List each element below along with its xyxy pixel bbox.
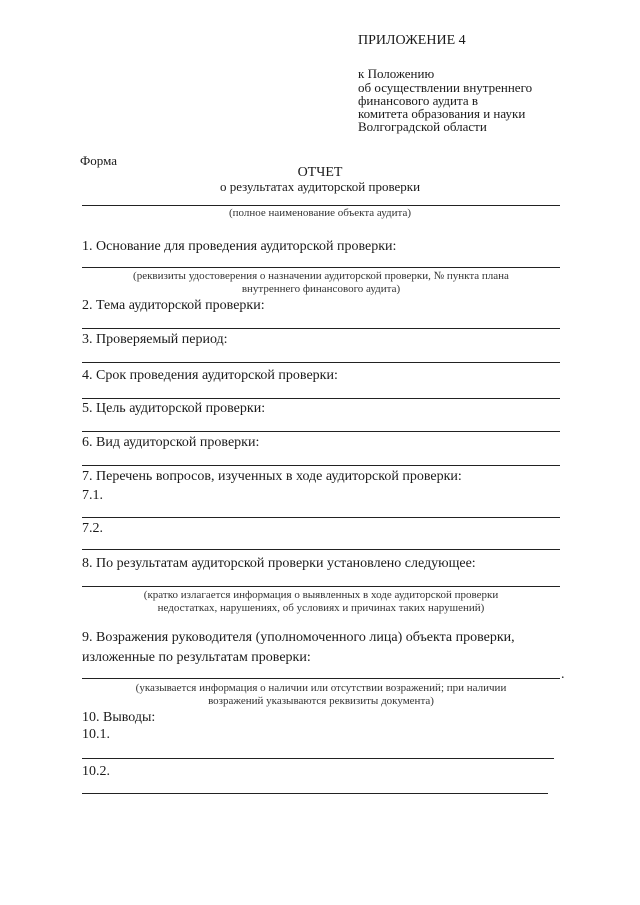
section-6-heading: 6. Вид аудиторской проверки: xyxy=(82,435,260,450)
section-10-2-line[interactable] xyxy=(82,793,548,794)
section-1-hint: (реквизиты удостоверения о назначении аудиторской проверки, № пункта плана xyxy=(133,270,509,282)
appendix-ref-line: об осуществлении внутреннего xyxy=(358,80,533,95)
section-10-item: 10.1. xyxy=(82,727,110,742)
section-6-line[interactable] xyxy=(82,465,560,466)
section-4-heading: 4. Срок проведения аудиторской проверки: xyxy=(82,368,338,383)
object-name-line[interactable] xyxy=(82,205,560,206)
section-4-line[interactable] xyxy=(82,398,560,399)
appendix-ref-line: финансового аудита в xyxy=(358,93,479,108)
section-8-line[interactable] xyxy=(82,586,560,587)
section-1-hint: внутреннего финансового аудита) xyxy=(241,283,401,295)
section-10-item: 10.2. xyxy=(82,764,110,779)
appendix-ref-line: Волгоградской области xyxy=(358,119,487,134)
section-7-2-line[interactable] xyxy=(82,549,560,550)
section-9-heading-cont: изложенные по результатам проверки: xyxy=(82,650,311,665)
section-10-1-line[interactable] xyxy=(82,758,554,759)
document-subtitle: о результатах аудиторской проверки xyxy=(219,179,421,194)
section-9-hint: (указывается информация о наличии или отсутствии возражений; при наличии xyxy=(135,682,507,694)
section-8-hint: недостатках, нарушениях, об условиях и причинах таких нарушений) xyxy=(157,602,485,614)
appendix-ref-line: комитета образования и науки xyxy=(358,106,526,121)
section-2-line[interactable] xyxy=(82,328,560,329)
section-3-heading: 3. Проверяемый период: xyxy=(82,332,228,347)
form-label: Форма xyxy=(80,153,117,168)
section-8-heading: 8. По результатам аудиторской проверки установлено следующее: xyxy=(82,556,476,571)
section-7-1-line[interactable] xyxy=(82,517,560,518)
section-5-line[interactable] xyxy=(82,431,560,432)
section-3-line[interactable] xyxy=(82,362,560,363)
section-7-item: 7.1. xyxy=(82,488,103,503)
section-7-item: 7.2. xyxy=(82,521,103,536)
section-7-heading: 7. Перечень вопросов, изученных в ходе аудиторской проверки: xyxy=(82,469,462,484)
section-1-line[interactable] xyxy=(82,267,560,268)
section-8-hint: (кратко излагается информация о выявленных в ходе аудиторской проверки xyxy=(143,589,499,601)
section-1-heading: 1. Основание для проведения аудиторской проверки: xyxy=(82,239,397,254)
appendix-number: ПРИЛОЖЕНИЕ 4 xyxy=(358,33,466,48)
section-9-hint: возражений указываются реквизиты документа) xyxy=(208,695,434,707)
section-2-heading: 2. Тема аудиторской проверки: xyxy=(82,298,265,313)
section-9-heading: 9. Возражения руководителя (уполномоченного лица) объекта проверки, xyxy=(82,630,515,645)
appendix-ref-line: к Положению xyxy=(358,66,435,81)
section-5-heading: 5. Цель аудиторской проверки: xyxy=(82,401,266,416)
section-9-line[interactable] xyxy=(82,678,560,679)
object-name-hint: (полное наименование объекта аудита) xyxy=(228,207,412,219)
section-10-heading: 10. Выводы: xyxy=(82,710,156,725)
section-9-line-end: . xyxy=(561,667,565,682)
document-title: ОТЧЕТ xyxy=(297,165,343,180)
